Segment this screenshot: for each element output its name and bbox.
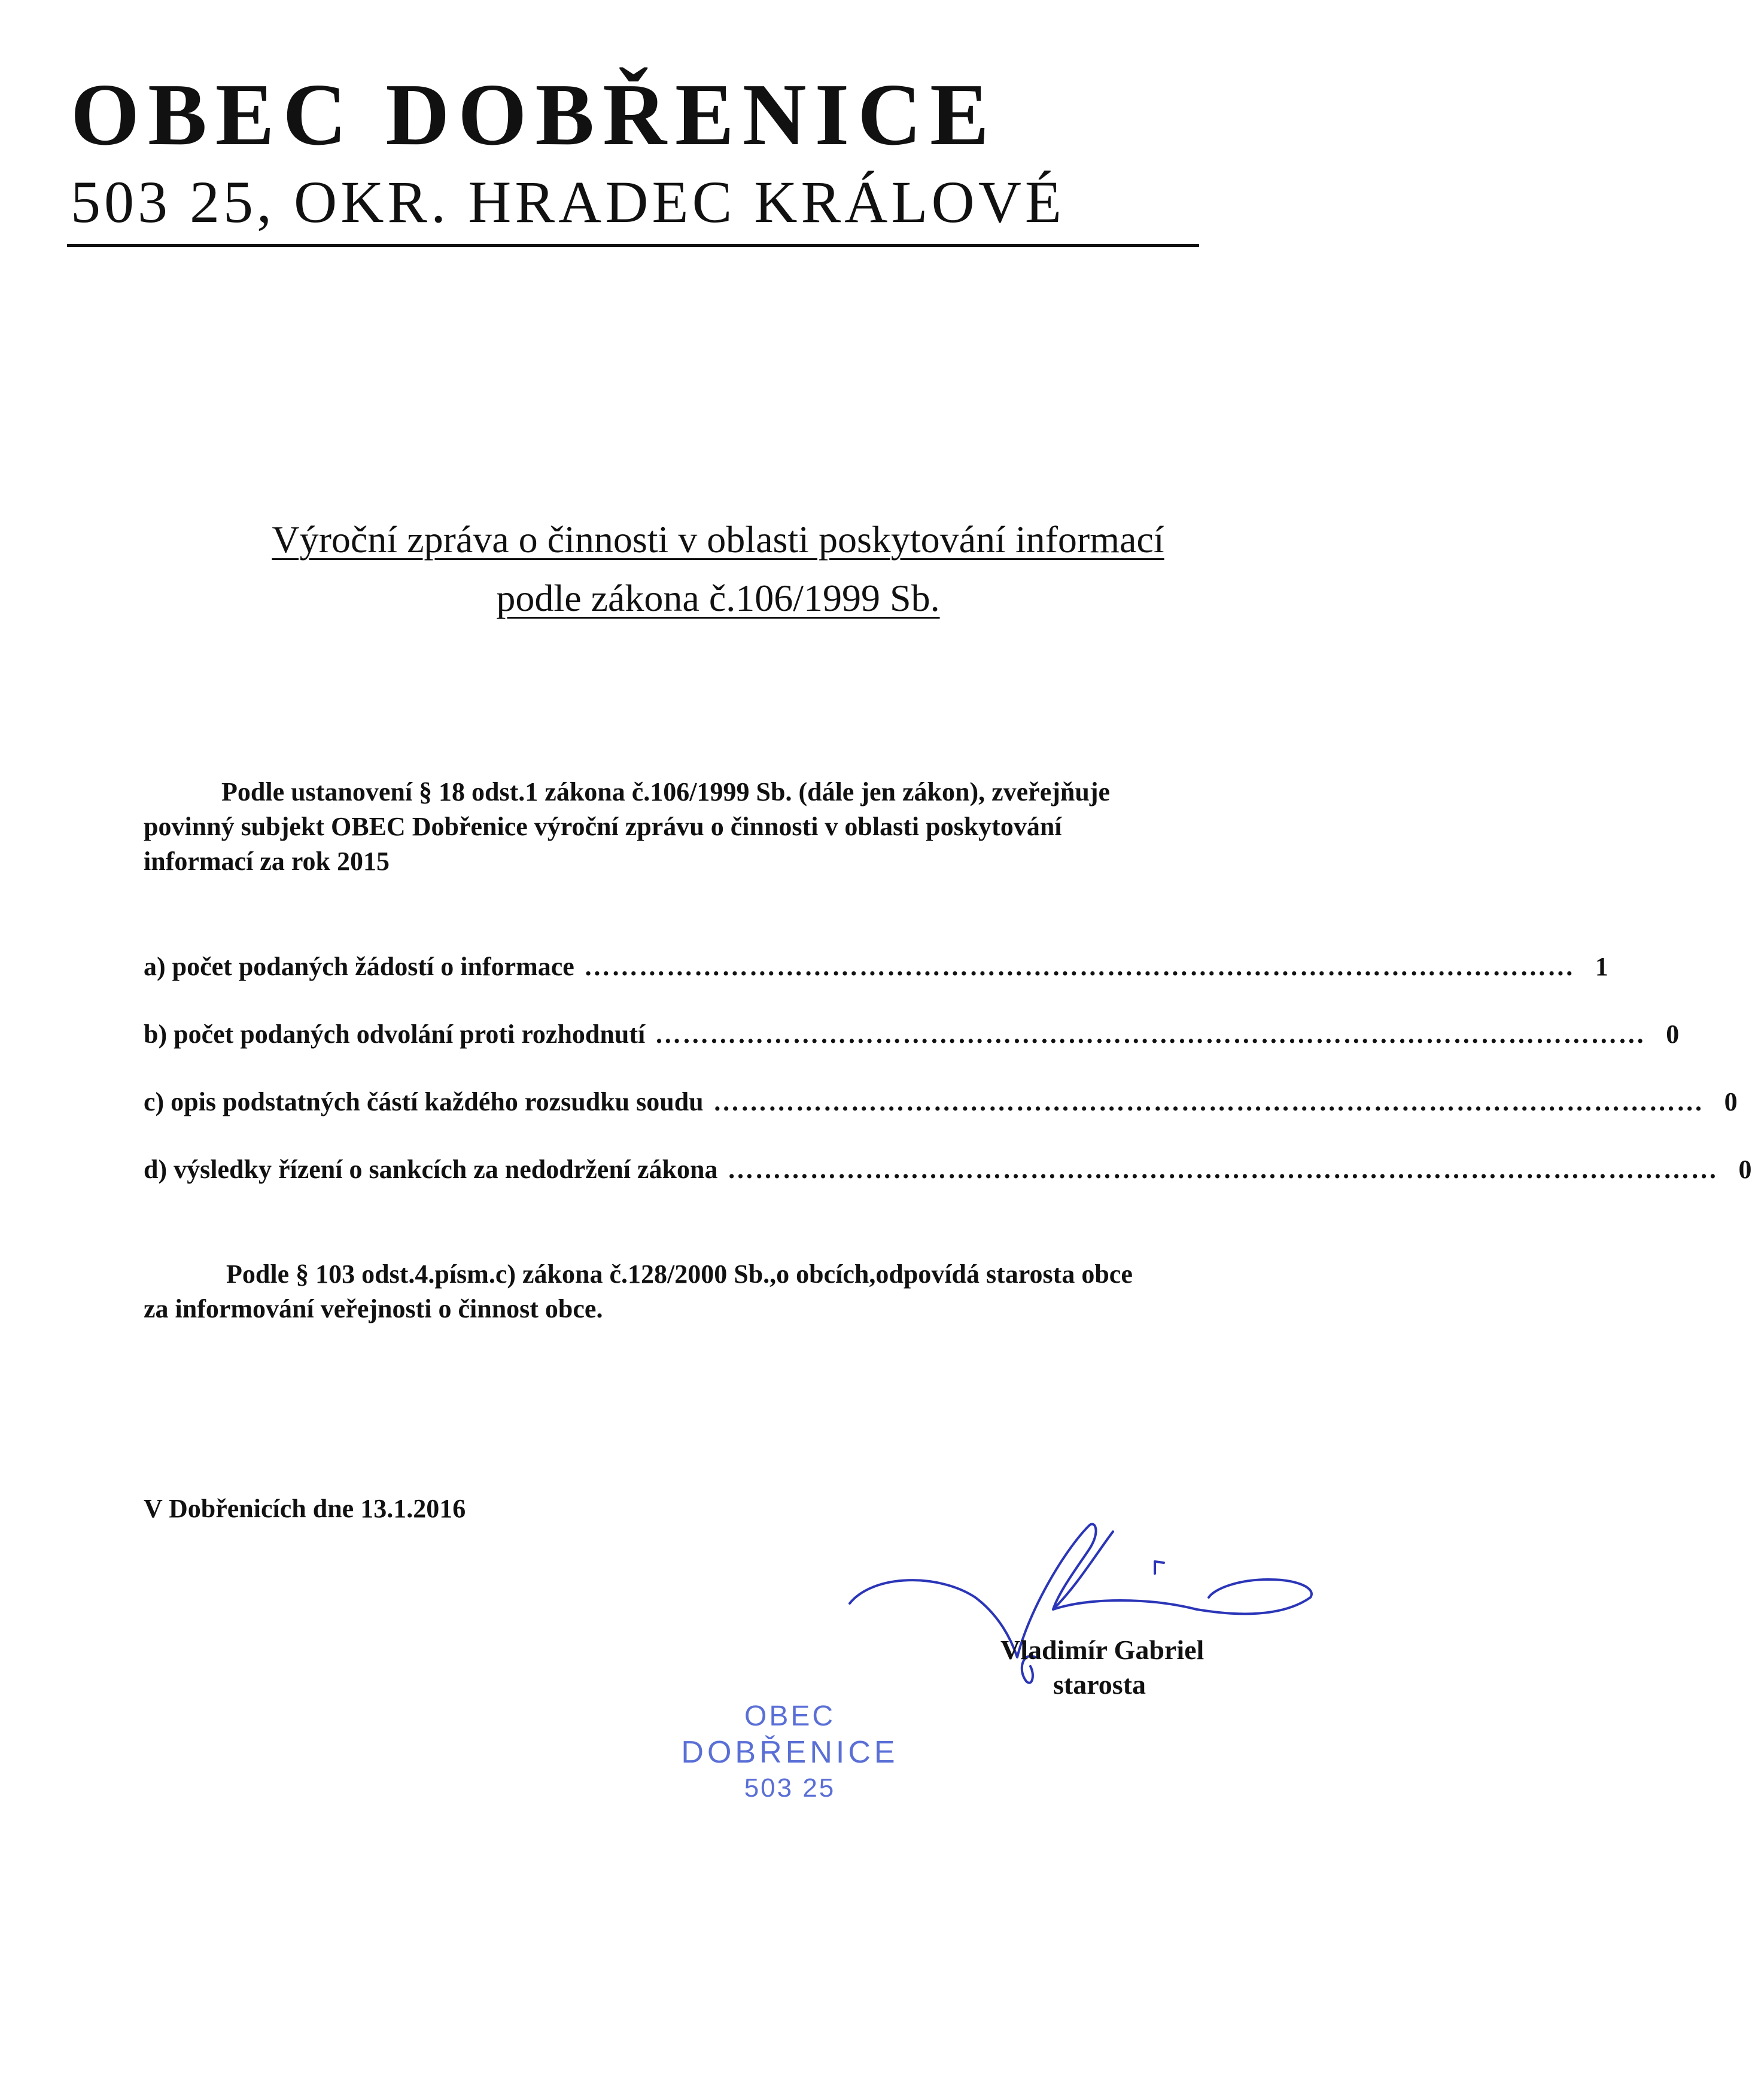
closing-line-1: Podle § 103 odst.4.písm.c) zákona č.128/2000 Sb.,o obcích,odpovídá starosta obce	[226, 1259, 1133, 1289]
stamp-line-3: 503 25	[744, 1773, 836, 1803]
closing-line-2: za informování veřejnosti o činnost obce.	[144, 1294, 603, 1323]
item-row-requests	[144, 951, 1608, 984]
municipality-address: 503 25, OKR. HRADEC KRÁLOVÉ	[71, 169, 1065, 235]
intro-line-3: informací za rok 2015	[144, 847, 390, 876]
signatory-role: starosta	[1053, 1669, 1146, 1700]
item-value: 0	[1724, 1087, 1738, 1116]
signatory-name: Vladimír Gabriel	[1000, 1635, 1204, 1665]
item-label: c) opis podstatných částí každého rozsudku soudu	[144, 1087, 704, 1116]
dot-leader: ………………………………………………………………………………………………	[655, 1019, 1646, 1049]
report-title-line-1-text: Výroční zpráva o činnosti v oblasti poskytování informací	[272, 518, 1164, 561]
municipal-stamp	[652, 1702, 927, 1801]
item-row-sanctions	[144, 1154, 1752, 1186]
item-value: 1	[1595, 952, 1608, 981]
municipality-title: OBEC DOBŘENICE	[71, 66, 997, 164]
stamp-line-2: DOBŘENICE	[681, 1735, 899, 1770]
date-line: V Dobřenicích dne 13.1.2016	[144, 1494, 466, 1523]
item-value: 0	[1738, 1155, 1752, 1184]
dot-leader: ………………………………………………………………………………………………	[727, 1155, 1718, 1184]
item-row-appeals	[144, 1019, 1680, 1051]
report-title-line-2-text: podle zákona č.106/1999 Sb.	[496, 577, 940, 619]
report-title-line-2	[120, 579, 1316, 617]
item-row-court-rulings	[144, 1086, 1738, 1119]
intro-line-2: povinný subjekt OBEC Dobřenice výroční zprávu o činnosti v oblasti poskytování	[144, 812, 1062, 841]
intro-line-1: Podle ustanovení § 18 odst.1 zákona č.106/1999 Sb. (dále jen zákon), zveřejňuje	[221, 777, 1110, 806]
item-value: 0	[1666, 1019, 1680, 1049]
item-label: d) výsledky řízení o sankcích za nedodržení zákona	[144, 1155, 718, 1184]
report-title-line-1	[120, 518, 1316, 561]
header-divider	[67, 244, 1199, 247]
dot-leader: ………………………………………………………………………………………………	[583, 952, 1575, 981]
stamp-line-1: OBEC	[744, 1700, 836, 1732]
item-label: a) počet podaných žádostí o informace	[144, 952, 574, 981]
item-label: b) počet podaných odvolání proti rozhodnutí	[144, 1019, 646, 1049]
dot-leader: ………………………………………………………………………………………………	[713, 1087, 1704, 1116]
